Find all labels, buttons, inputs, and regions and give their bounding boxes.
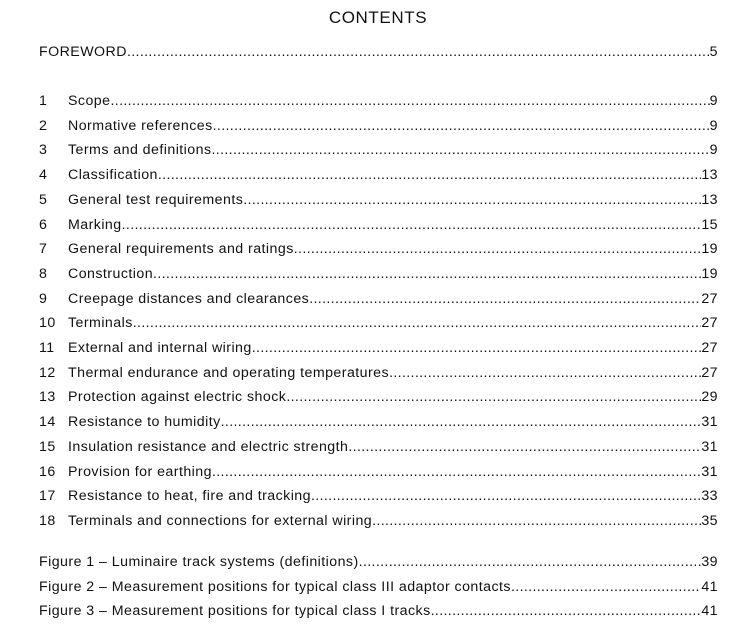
toc-entry-clause[interactable]	[39, 289, 718, 309]
toc-entry-title: Resistance to heat, fire and tracking	[68, 488, 311, 505]
toc-entry-page: 27	[701, 315, 718, 332]
toc-entry-clause[interactable]	[39, 462, 718, 482]
toc-entry-clause[interactable]	[39, 215, 718, 235]
toc-entry-clause[interactable]	[39, 338, 718, 358]
dot-leader	[431, 601, 702, 621]
toc-entry-clause[interactable]	[39, 91, 718, 111]
toc-entry-clause[interactable]	[39, 165, 718, 185]
dot-leader	[359, 552, 702, 572]
toc-entry-page: 27	[701, 340, 718, 356]
toc-entry-clause[interactable]	[39, 412, 718, 432]
dot-leader	[110, 91, 709, 111]
toc-entry-page: 13	[701, 167, 718, 184]
toc-entry-figure[interactable]	[39, 601, 718, 621]
page-title: CONTENTS	[328, 8, 428, 27]
toc-entry-number: 6	[39, 216, 48, 233]
toc-entry-page: 15	[701, 216, 718, 233]
toc-entry-clause[interactable]	[39, 363, 718, 383]
toc-entry-clause[interactable]	[39, 190, 718, 210]
toc-entry-clause[interactable]	[39, 387, 718, 407]
dot-leader	[158, 165, 701, 185]
toc-entry-title: FOREWORD	[39, 44, 127, 60]
dot-leader	[133, 313, 702, 333]
toc-entry-number: 4	[39, 167, 48, 184]
toc-entry-number: 11	[39, 340, 55, 356]
toc-entry-page: 13	[701, 191, 718, 208]
toc-entry-title: Normative references	[68, 117, 213, 134]
dot-leader	[252, 338, 702, 358]
dot-leader	[243, 190, 701, 210]
toc-entry-clause[interactable]	[39, 486, 718, 506]
dot-leader	[309, 289, 701, 309]
toc-entry-clause[interactable]	[39, 437, 718, 457]
toc-entry-number: 10	[39, 315, 56, 332]
dot-leader	[389, 363, 701, 383]
toc-entry-clause[interactable]	[39, 116, 718, 136]
toc-entry-number: 18	[39, 512, 56, 529]
toc-entry-clause[interactable]	[39, 140, 718, 160]
toc-entry-clause[interactable]	[39, 511, 718, 531]
toc-entry-page: 33	[701, 488, 718, 505]
toc-entry-number: 13	[39, 389, 56, 406]
toc-entry-title: Insulation resistance and electric strength	[68, 438, 349, 455]
toc-entry-page: 29	[701, 389, 718, 406]
toc-entry-title: Marking	[68, 216, 122, 233]
dot-leader	[153, 264, 701, 284]
toc-entry-number: 1	[39, 93, 48, 109]
toc-entry-number: 7	[39, 241, 48, 258]
toc-entry-title: Terms and definitions	[68, 142, 212, 159]
toc-entry-number: 15	[39, 438, 56, 455]
toc-entry-clause[interactable]	[39, 239, 718, 259]
toc-entry-page: 27	[701, 364, 718, 381]
toc-entry-page: 31	[701, 438, 718, 455]
dot-leader	[212, 140, 710, 160]
dot-leader	[127, 42, 710, 62]
toc-entry-page: 9	[709, 93, 718, 109]
toc-entry-title: Protection against electric shock	[68, 389, 287, 406]
toc-entry-title: Terminals	[68, 315, 133, 332]
toc-entry-number: 9	[39, 290, 48, 307]
toc-entry-title: Classification	[68, 167, 158, 184]
toc-entry-page: 31	[701, 463, 718, 480]
dot-leader	[221, 412, 702, 432]
toc-entry-number: 17	[39, 488, 56, 505]
dot-leader	[213, 116, 710, 136]
toc-entry-page: 5	[709, 44, 718, 60]
toc-entry-number: 16	[39, 463, 56, 480]
toc-entry-title: General test requirements	[68, 191, 244, 208]
toc-entry-title: Thermal endurance and operating temperatures	[68, 364, 390, 381]
toc-entry-page: 35	[701, 512, 718, 529]
toc-entry-page: 9	[709, 117, 718, 134]
toc-entry-title: Resistance to humidity	[68, 414, 221, 431]
toc-entry-title: Construction	[68, 265, 154, 282]
toc-entry-title: Figure 2 – Measurement positions for typical class III adaptor contacts	[39, 578, 511, 595]
toc-entry-title: Figure 3 – Measurement positions for typical class I tracks	[39, 603, 431, 619]
toc-entry-figure[interactable]	[39, 552, 718, 572]
dot-leader	[348, 437, 701, 457]
toc-entry-title: Scope	[68, 93, 111, 109]
toc-entry-foreword[interactable]	[39, 42, 718, 62]
toc-entry-page: 39	[701, 554, 718, 570]
toc-entry-number: 2	[39, 117, 48, 134]
toc-entry-clause[interactable]	[39, 313, 718, 333]
toc-entry-figure[interactable]	[39, 577, 718, 597]
toc-entry-number: 8	[39, 265, 48, 282]
dot-leader	[311, 486, 701, 506]
dot-leader	[286, 387, 701, 407]
toc-entry-number: 5	[39, 191, 48, 208]
dot-leader	[212, 462, 701, 482]
toc-entry-page: 31	[701, 414, 718, 431]
toc-entry-number: 12	[39, 364, 56, 381]
toc-entry-title: General requirements and ratings	[68, 241, 294, 258]
dot-leader	[294, 239, 702, 259]
toc-entry-title: Figure 1 – Luminaire track systems (definitions)	[39, 554, 359, 570]
dot-leader	[511, 577, 701, 597]
toc-entry-clause[interactable]	[39, 264, 718, 284]
toc-entry-page: 19	[701, 241, 718, 258]
toc-entry-page: 41	[701, 603, 718, 619]
toc-entry-page: 9	[709, 142, 718, 159]
toc-entry-number: 14	[39, 414, 56, 431]
toc-entry-number: 3	[39, 142, 48, 159]
toc-entry-title: Terminals and connections for external wiring	[68, 512, 373, 529]
dot-leader	[122, 215, 702, 235]
toc-entry-page: 19	[701, 265, 718, 282]
toc-entry-title: Provision for earthing	[68, 463, 212, 480]
dot-leader	[372, 511, 701, 531]
toc-entry-title: External and internal wiring	[68, 340, 252, 356]
toc-entry-title: Creepage distances and clearances	[68, 290, 310, 307]
toc-entry-page: 27	[701, 290, 718, 307]
toc-entry-page: 41	[701, 578, 718, 595]
